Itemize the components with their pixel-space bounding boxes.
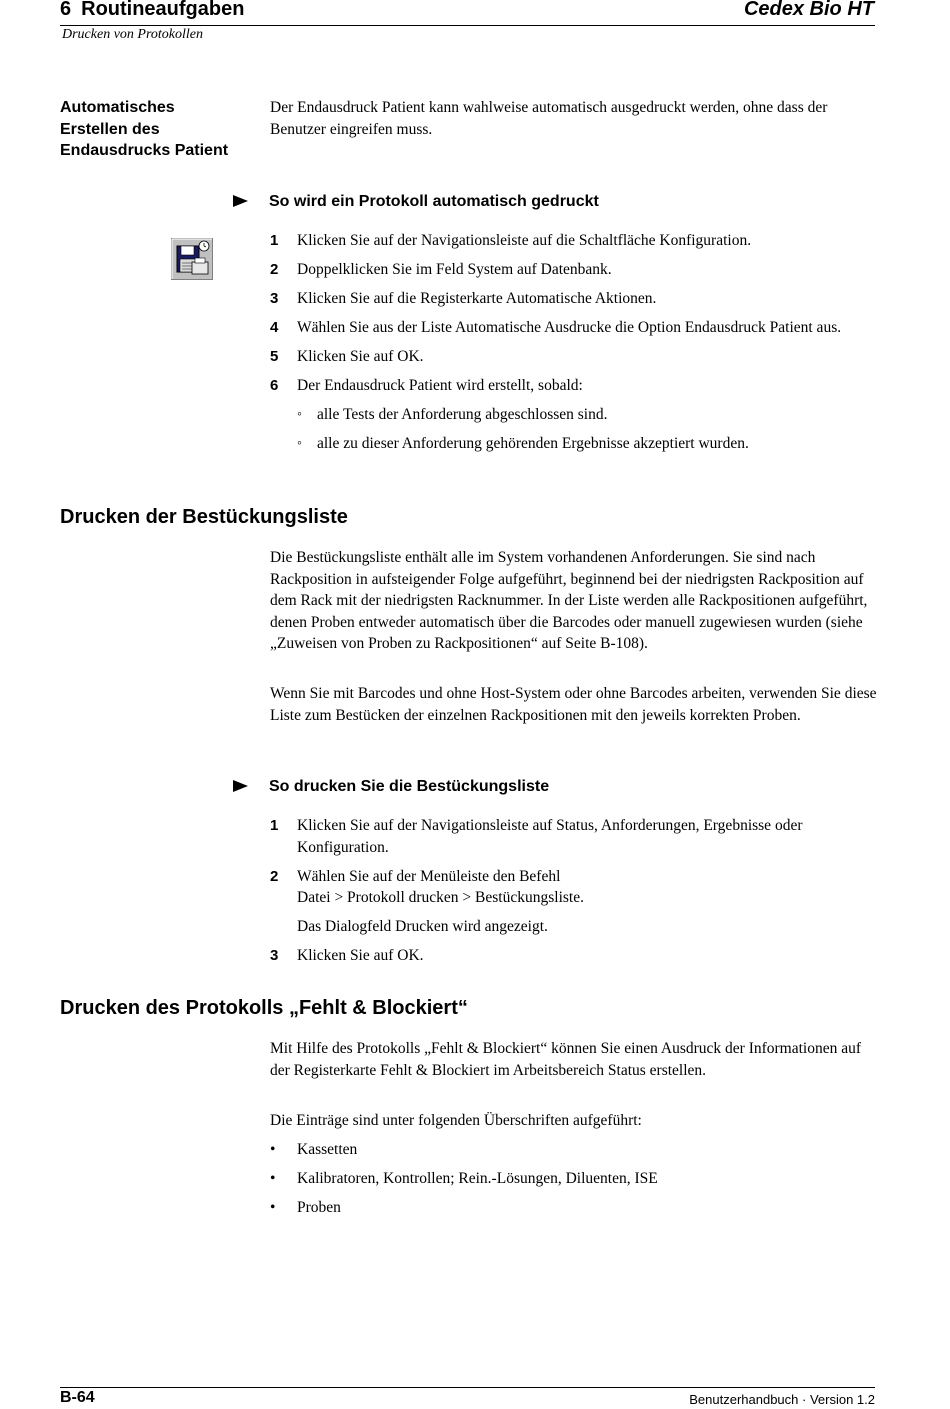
chapter-heading <box>60 0 244 21</box>
bullet-dot: • <box>270 1199 276 1216</box>
footer-rule <box>60 1387 875 1388</box>
step-text: Doppelklicken Sie im Feld System auf Datenbank. <box>297 261 612 278</box>
bullet-dot: • <box>270 1170 276 1187</box>
arrow-icon <box>233 780 248 792</box>
procedure-title: So drucken Sie die Bestückungsliste <box>269 778 550 795</box>
sub-bullet-item: ◦ alle zu dieser Anforderung gehörenden Ergebnisse akzeptiert wurden. <box>297 433 878 455</box>
save-print-icon <box>171 238 213 280</box>
bullet-text: Proben <box>297 1199 341 1216</box>
step-number: 2 <box>270 261 279 278</box>
step-text: Klicken Sie auf der Navigationsleiste auf Status, Anforderungen, Ergebnisse oder Konfiguration. <box>297 817 803 856</box>
step-item <box>270 866 878 938</box>
procedure-heading <box>233 193 599 211</box>
step-number: 1 <box>270 817 279 834</box>
step-number: 3 <box>270 290 279 307</box>
step-text: Wählen Sie auf der Menüleiste den Befehl <box>297 867 561 885</box>
arrow-icon <box>233 195 248 207</box>
step-number: 2 <box>270 867 279 885</box>
step-item <box>270 259 878 281</box>
step-text: Klicken Sie auf OK. <box>297 947 424 964</box>
step-number: 3 <box>270 947 279 964</box>
procedure-heading <box>233 778 549 796</box>
paragraph: Die Bestückungsliste enthält alle im System vorhandenen Anforderungen. Sie sind nach Rackposition in aufsteigender Folge aufgeführt, beginnend bei der niedrigsten Rackposition auf dem Rack mit der niedrigsten Racknummer. In der Liste werden alle Rackpositionen aufgeführt, denen Proben entweder automatisch über die Barcodes oder manuell zugewiesen wurden (siehe „Zuweisen von Proben zu Rackpositionen“ auf Seite B-108). <box>270 549 868 652</box>
step-text: Klicken Sie auf OK. <box>297 348 424 365</box>
bullet-item <box>270 1197 878 1219</box>
step-text: Wählen Sie aus der Liste Automatische Ausdrucke die Option Endausdruck Patient aus. <box>297 319 842 336</box>
step-note: Das Dialogfeld Drucken wird angezeigt. <box>297 918 548 935</box>
step-item <box>270 346 878 368</box>
step-item <box>270 230 878 252</box>
paragraph: Die Einträge sind unter folgenden Überschriften aufgeführt: <box>270 1112 642 1129</box>
step-text: Klicken Sie auf die Registerkarte Automatische Aktionen. <box>297 290 657 307</box>
step-text: Klicken Sie auf der Navigationsleiste auf die Schaltfläche Konfiguration. <box>297 232 752 249</box>
side-heading-line: Endausdrucks Patient <box>60 142 229 159</box>
product-name: Cedex Bio HT <box>743 0 874 20</box>
step-number: 1 <box>270 232 279 249</box>
procedure-title: So wird ein Protokoll automatisch gedruckt <box>269 193 599 210</box>
paragraph: Wenn Sie mit Barcodes und ohne Host-System oder ohne Barcodes arbeiten, verwenden Sie diese Liste zum Bestücken der einzelnen Rackpositionen mit den jeweils korrekten Proben. <box>270 685 877 724</box>
side-heading <box>60 97 260 162</box>
section-heading: Drucken der Bestückungsliste <box>60 506 348 528</box>
step-text: Der Endausdruck Patient wird erstellt, sobald: <box>297 377 583 394</box>
chapter-number: 6 <box>60 0 72 20</box>
document-version: Benutzerhandbuch · Version 1.2 <box>689 1392 875 1407</box>
bullet-item <box>270 1139 878 1161</box>
sub-bullet-item: ◦ alle Tests der Anforderung abgeschlossen sind. <box>297 404 878 426</box>
page-number: B-64 <box>60 1389 95 1406</box>
step-item <box>270 375 878 455</box>
side-heading-line: Automatisches <box>60 99 175 116</box>
step-number: 6 <box>270 377 279 394</box>
side-heading-line: Erstellen des <box>60 120 160 138</box>
step-number: 5 <box>270 348 279 365</box>
bullet-item <box>270 1168 878 1190</box>
header-rule <box>60 25 875 26</box>
paragraph: Mit Hilfe des Protokolls „Fehlt & Blockiert“ können Sie einen Ausdruck der Informationen auf der Registerkarte Fehlt & Blockiert im Arbeitsbereich Status erstellen. <box>270 1040 862 1079</box>
chapter-title: Routineaufgaben <box>81 0 245 20</box>
menu-path: Datei > Protokoll drucken > Bestückungsliste. <box>297 889 584 906</box>
procedure-steps <box>270 230 878 462</box>
procedure-steps <box>270 815 878 974</box>
bullet-text: Kalibratoren, Kontrollen; Rein.-Lösungen, Diluenten, ISE <box>297 1170 658 1187</box>
intro-paragraph: Der Endausdruck Patient kann wahlweise automatisch ausgedruckt werden, ohne dass der Benutzer eingreifen muss. <box>270 99 828 138</box>
step-item <box>270 317 878 339</box>
step-item <box>270 945 878 967</box>
section-subtitle: Drucken von Protokollen <box>62 27 203 42</box>
section-heading: Drucken des Protokolls „Fehlt & Blockiert“ <box>60 997 468 1019</box>
step-item <box>270 288 878 310</box>
bullet-dot: • <box>270 1141 276 1158</box>
bullet-list <box>270 1139 878 1226</box>
step-item <box>270 815 878 858</box>
sub-bullet-list <box>297 404 878 455</box>
bullet-text: Kassetten <box>297 1141 358 1158</box>
step-number: 4 <box>270 319 279 336</box>
